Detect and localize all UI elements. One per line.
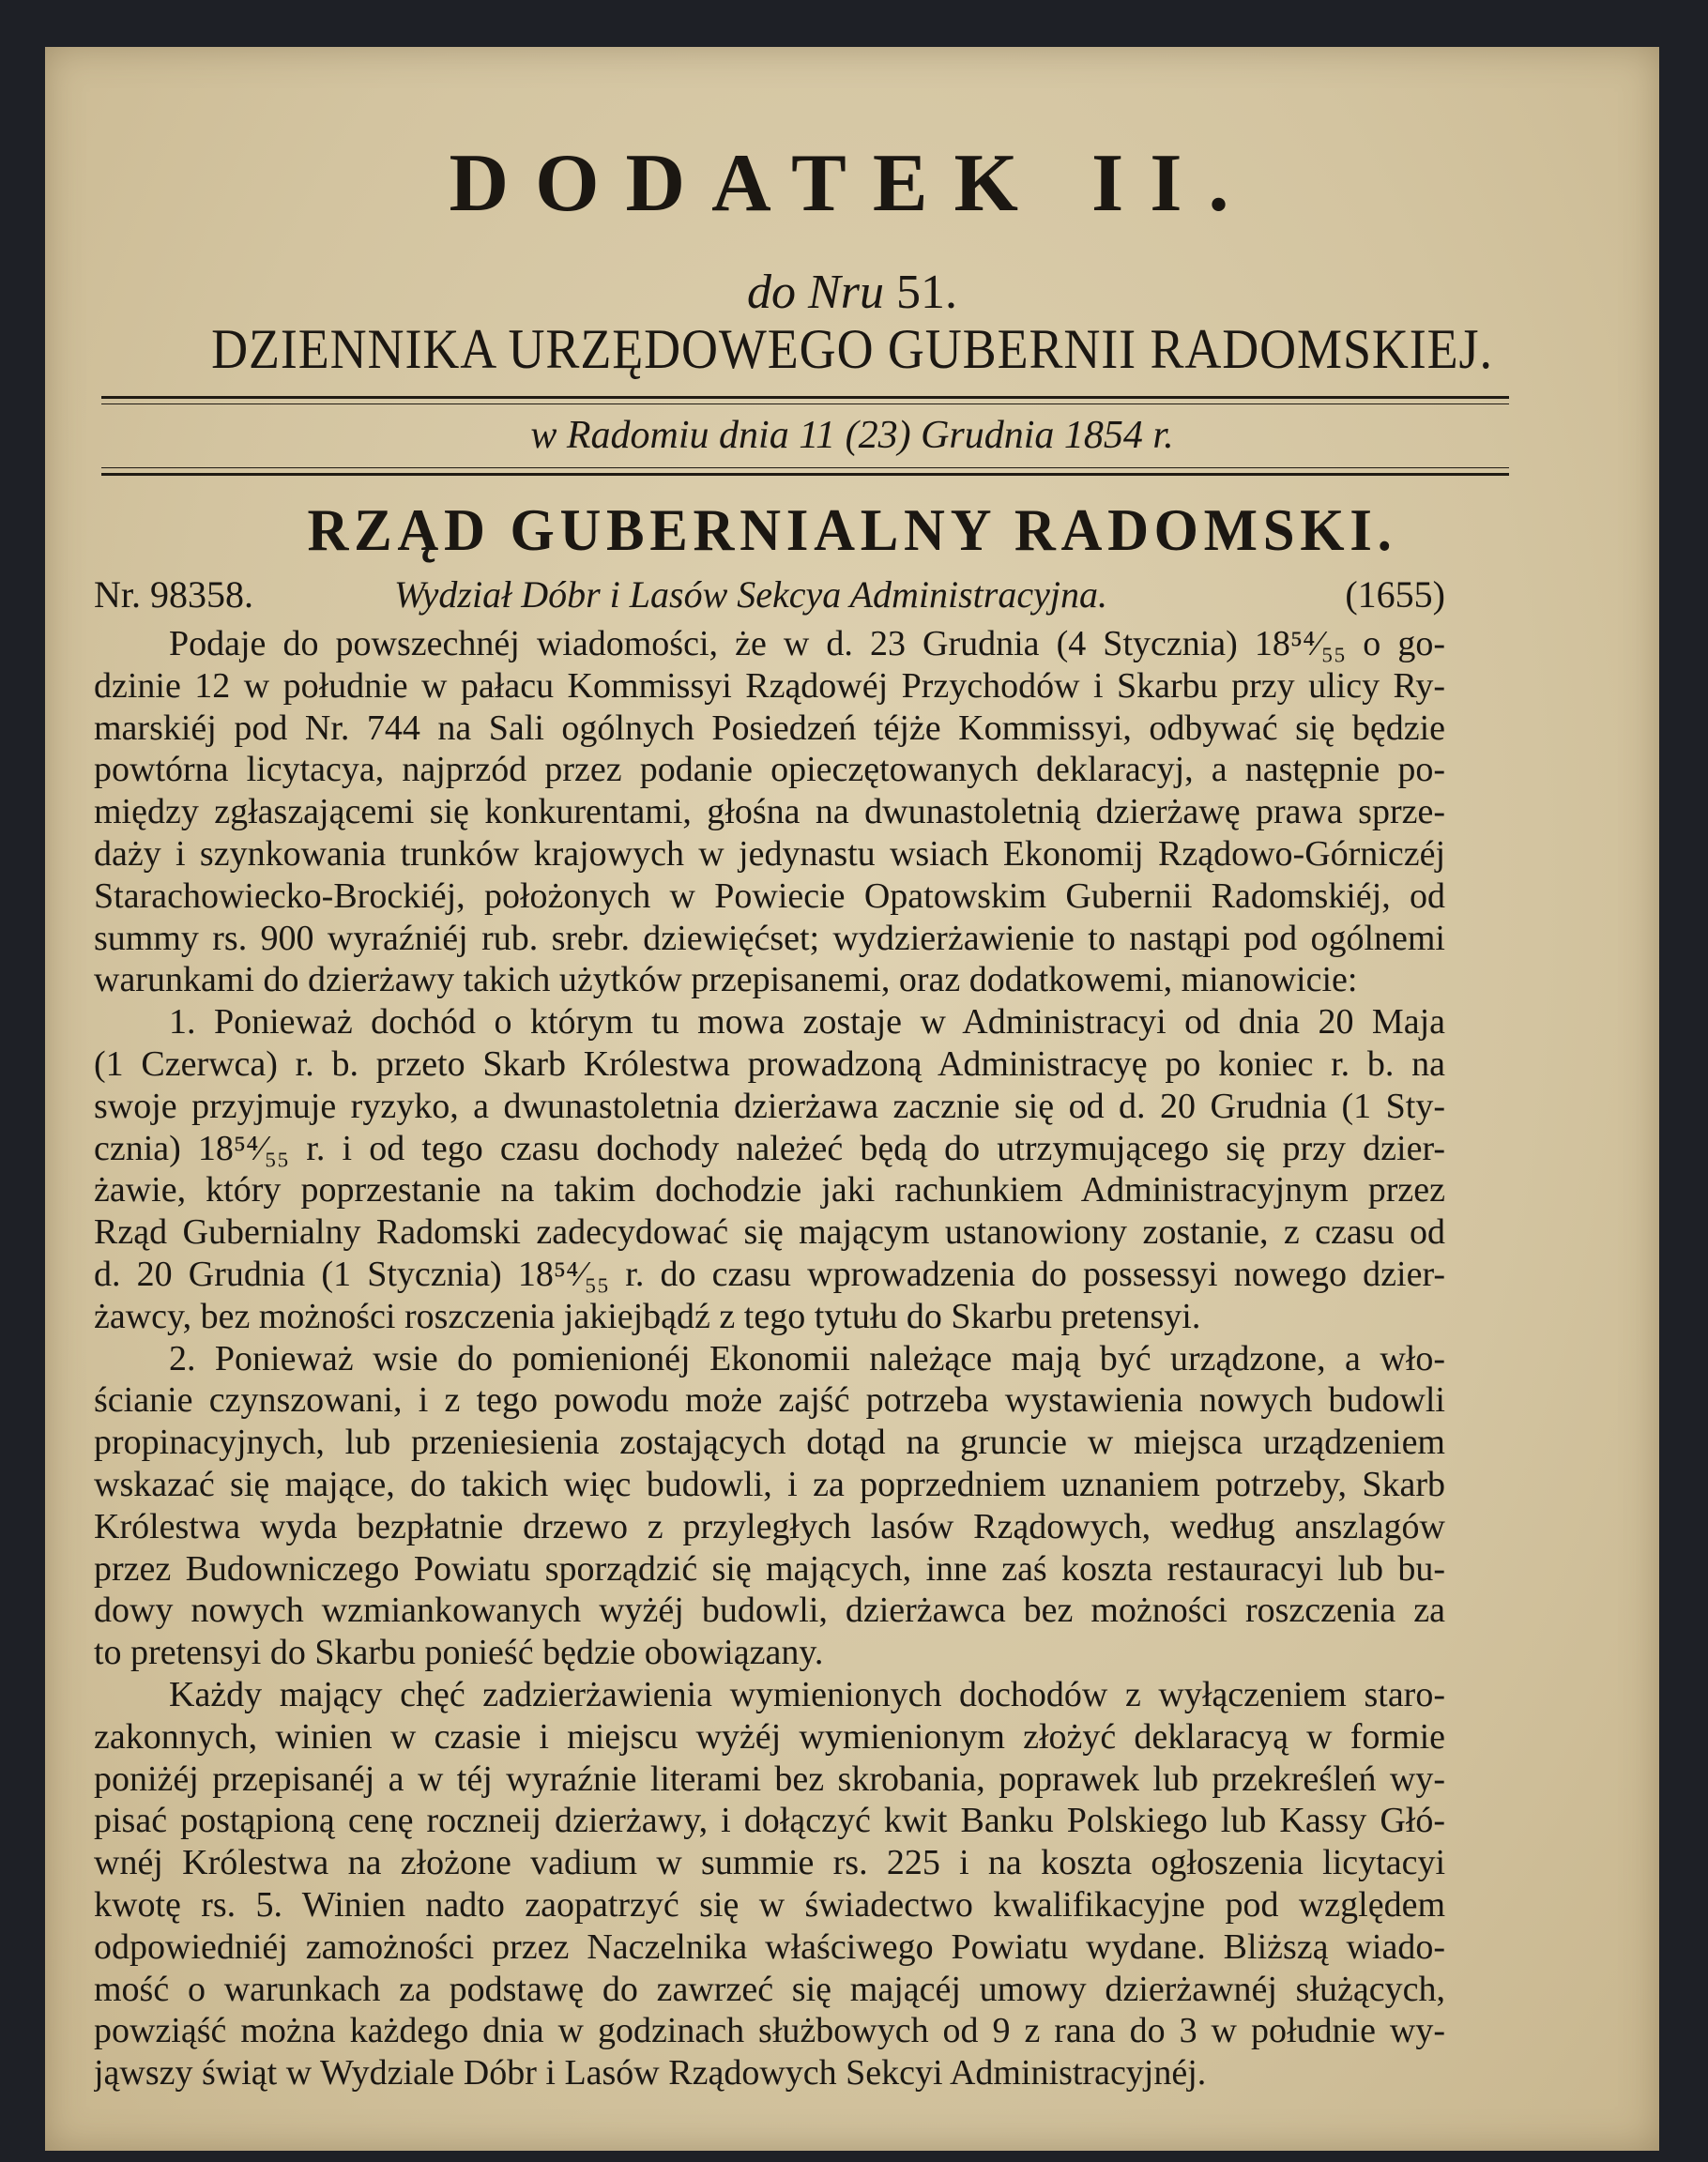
newspaper-page: [45, 47, 1659, 2151]
text-line: 1. Ponieważ dochód o którym tu mowa zostaje w Administracyi od dnia 20 Maja: [169, 1002, 1445, 1043]
header-rule-top: [101, 396, 1509, 399]
text-line: 2. Ponieważ wsie do pomienionéj Ekonomii należące mają być urządzone, a wło-: [169, 1338, 1445, 1378]
dateline: w Radomiu dnia 11 (23) Grudnia 1854 r.: [530, 414, 1174, 457]
text-line: dzinie 12 w południe w pałacu Kommissyi Rządowéj Przychodów i Skarbu przy ulicy Ry-: [94, 665, 1445, 706]
text-line: jąwszy świąt w Wydziale Dóbr i Lasów Rządowych Sekcyi Administracyjnéj.: [94, 2053, 1207, 2093]
notice-number: Nr. 98358.: [94, 573, 253, 616]
text-line: Królestwa wyda bezpłatnie drzewo z przyległych lasów Rządowych, według anszlagów: [94, 1506, 1445, 1546]
text-line: mość o warunkach za podstawę do zawrzeć się mającéj umowy dzierżawnéj służących,: [94, 1969, 1445, 2009]
issue-number: [45, 265, 1659, 320]
text-line: zakonnych, winien w czasie i miejscu wyżéj wymienionym złożyć deklaracyą w formie: [94, 1716, 1445, 1757]
text-line: ścianie czynszowani, i z tego powodu może zajść potrzeba wystawienia nowych budowli: [94, 1380, 1445, 1421]
text-line: powtórna licytacya, najprzód przez podanie opieczętowanych deklaracyj, a następnie po-: [94, 750, 1445, 790]
text-line: Podaje do powszechnéj wiadomości, że w d. 23 Grudnia (4 Stycznia) 18⁵⁴⁄₅₅ o go-: [169, 624, 1445, 663]
text-line: żawcy, bez możności roszczenia jakiejbądź z tego tytułu do Skarbu pretensyi.: [94, 1296, 1201, 1336]
text-line: poniżéj przepisanéj a w téj wyraźnie literami bez skrobania, poprawek lub przekreśleń wy-: [94, 1759, 1445, 1799]
text-line: swoje przyjmuje ryzyko, a dwunastoletnia dzierżawa zacznie się od d. 20 Grudnia (1 Sty-: [94, 1086, 1445, 1126]
text-line: między zgłaszającemi się konkurentami, głośna na dwunastoletnią dzierżawę prawa sprze-: [94, 792, 1445, 832]
header-rule-bottom: [101, 473, 1509, 476]
notice-department: Wydział Dóbr i Lasów Sekcya Administracyjna.: [394, 573, 1107, 616]
text-line: Starachowiecko-Brockiéj, położonych w Powiecie Opatowskim Gubernii Radomskiéj, od: [94, 875, 1445, 916]
text-line: (1 Czerwca) r. b. przeto Skarb Królestwa prowadzoną Administracyę po koniec r. b. na: [94, 1043, 1445, 1084]
text-line: dowy nowych wzmiankowanych wyżéj budowli, dzierżawca bez możności roszczenia za: [94, 1591, 1445, 1631]
header-rule-top-thin: [101, 403, 1509, 404]
text-line: wnéj Królestwa na złożone vadium w summie rs. 225 i na koszta ogłoszenia licytacyi: [94, 1843, 1445, 1883]
text-line: propinacyjnych, lub przeniesienia zostających dotąd na gruncie w miejsca urządzeniem: [94, 1423, 1445, 1463]
newspaper-name: DZIENNIKA URZĘDOWEGO GUBERNII RADOMSKIEJ.: [211, 318, 1493, 380]
text-line: to pretensyi do Skarbu ponieść będzie obowiązany.: [94, 1633, 824, 1673]
text-line: Rząd Gubernialny Radomski zadecydować się mającym ustanowiony zostanie, z czasu od: [94, 1212, 1445, 1253]
notice-header: [94, 572, 1445, 623]
text-line: odpowiedniéj zamożności przez Naczelnika właściwego Powiatu wydane. Bliższą wiado-: [94, 1926, 1445, 1967]
supplement-title: DODATEK II.: [449, 138, 1256, 229]
text-line: cznia) 18⁵⁴⁄₅₅ r. i od tego czasu dochody należeć będą do utrzymującego się przy dzier-: [94, 1128, 1445, 1168]
header-rule-bottom-thin: [101, 467, 1509, 468]
issue-number-prefix: do Nru: [747, 266, 884, 319]
text-line: d. 20 Grudnia (1 Stycznia) 18⁵⁴⁄₅₅ r. do czasu wprowadzenia do possessyi nowego dzier-: [94, 1254, 1445, 1294]
text-line: daży i szynkowania trunków krajowych w jedynastu wsiach Ekonomij Rządowo-Górniczéj: [94, 833, 1445, 874]
text-line: marskiéj pod Nr. 744 na Sali ogólnych Posiedzeń téjże Kommissyi, odbywać się będzie: [94, 708, 1445, 748]
text-line: summy rs. 900 wyraźniéj rub. srebr. dziewięćset; wydzierżawienie to nastąpi pod ogólnemi: [94, 918, 1445, 958]
notice-reference: (1655): [1345, 573, 1445, 616]
issue-number-value: 51.: [895, 266, 957, 319]
text-line: Każdy mający chęć zadzierżawienia wymienionych dochodów z wyłączeniem staro-: [169, 1674, 1445, 1714]
text-line: powziąść można każdego dnia w godzinach służbowych od 9 z rana do 3 w południe wy-: [94, 2011, 1445, 2051]
text-line: warunkami do dzierżawy takich użytków przepisanemi, oraz dodatkowemi, mianowicie:: [94, 960, 1358, 1000]
text-line: pisać postąpioną cenę roczneij dzierżawy, i dołączyć kwit Banku Polskiego lub Kassy Głó-: [94, 1801, 1445, 1841]
section-heading: RZĄD GUBERNIALNY RADOMSKI.: [307, 496, 1397, 563]
text-line: kwotę rs. 5. Winien nadto zaopatrzyć się w świadectwo kwalifikacyjne pod względem: [94, 1884, 1445, 1925]
text-line: wskazać się mające, do takich więc budowli, i za poprzedniem uznaniem potrzeby, Skarb: [94, 1464, 1445, 1504]
notice-body: [94, 623, 1445, 2094]
text-line: przez Budowniczego Powiatu sporządzić się mających, inne zaś koszta restauracyi lub bu-: [94, 1548, 1445, 1589]
text-line: żawie, który poprzestanie na takim dochodzie jaki rachunkiem Administracyjnym przez: [94, 1170, 1445, 1210]
